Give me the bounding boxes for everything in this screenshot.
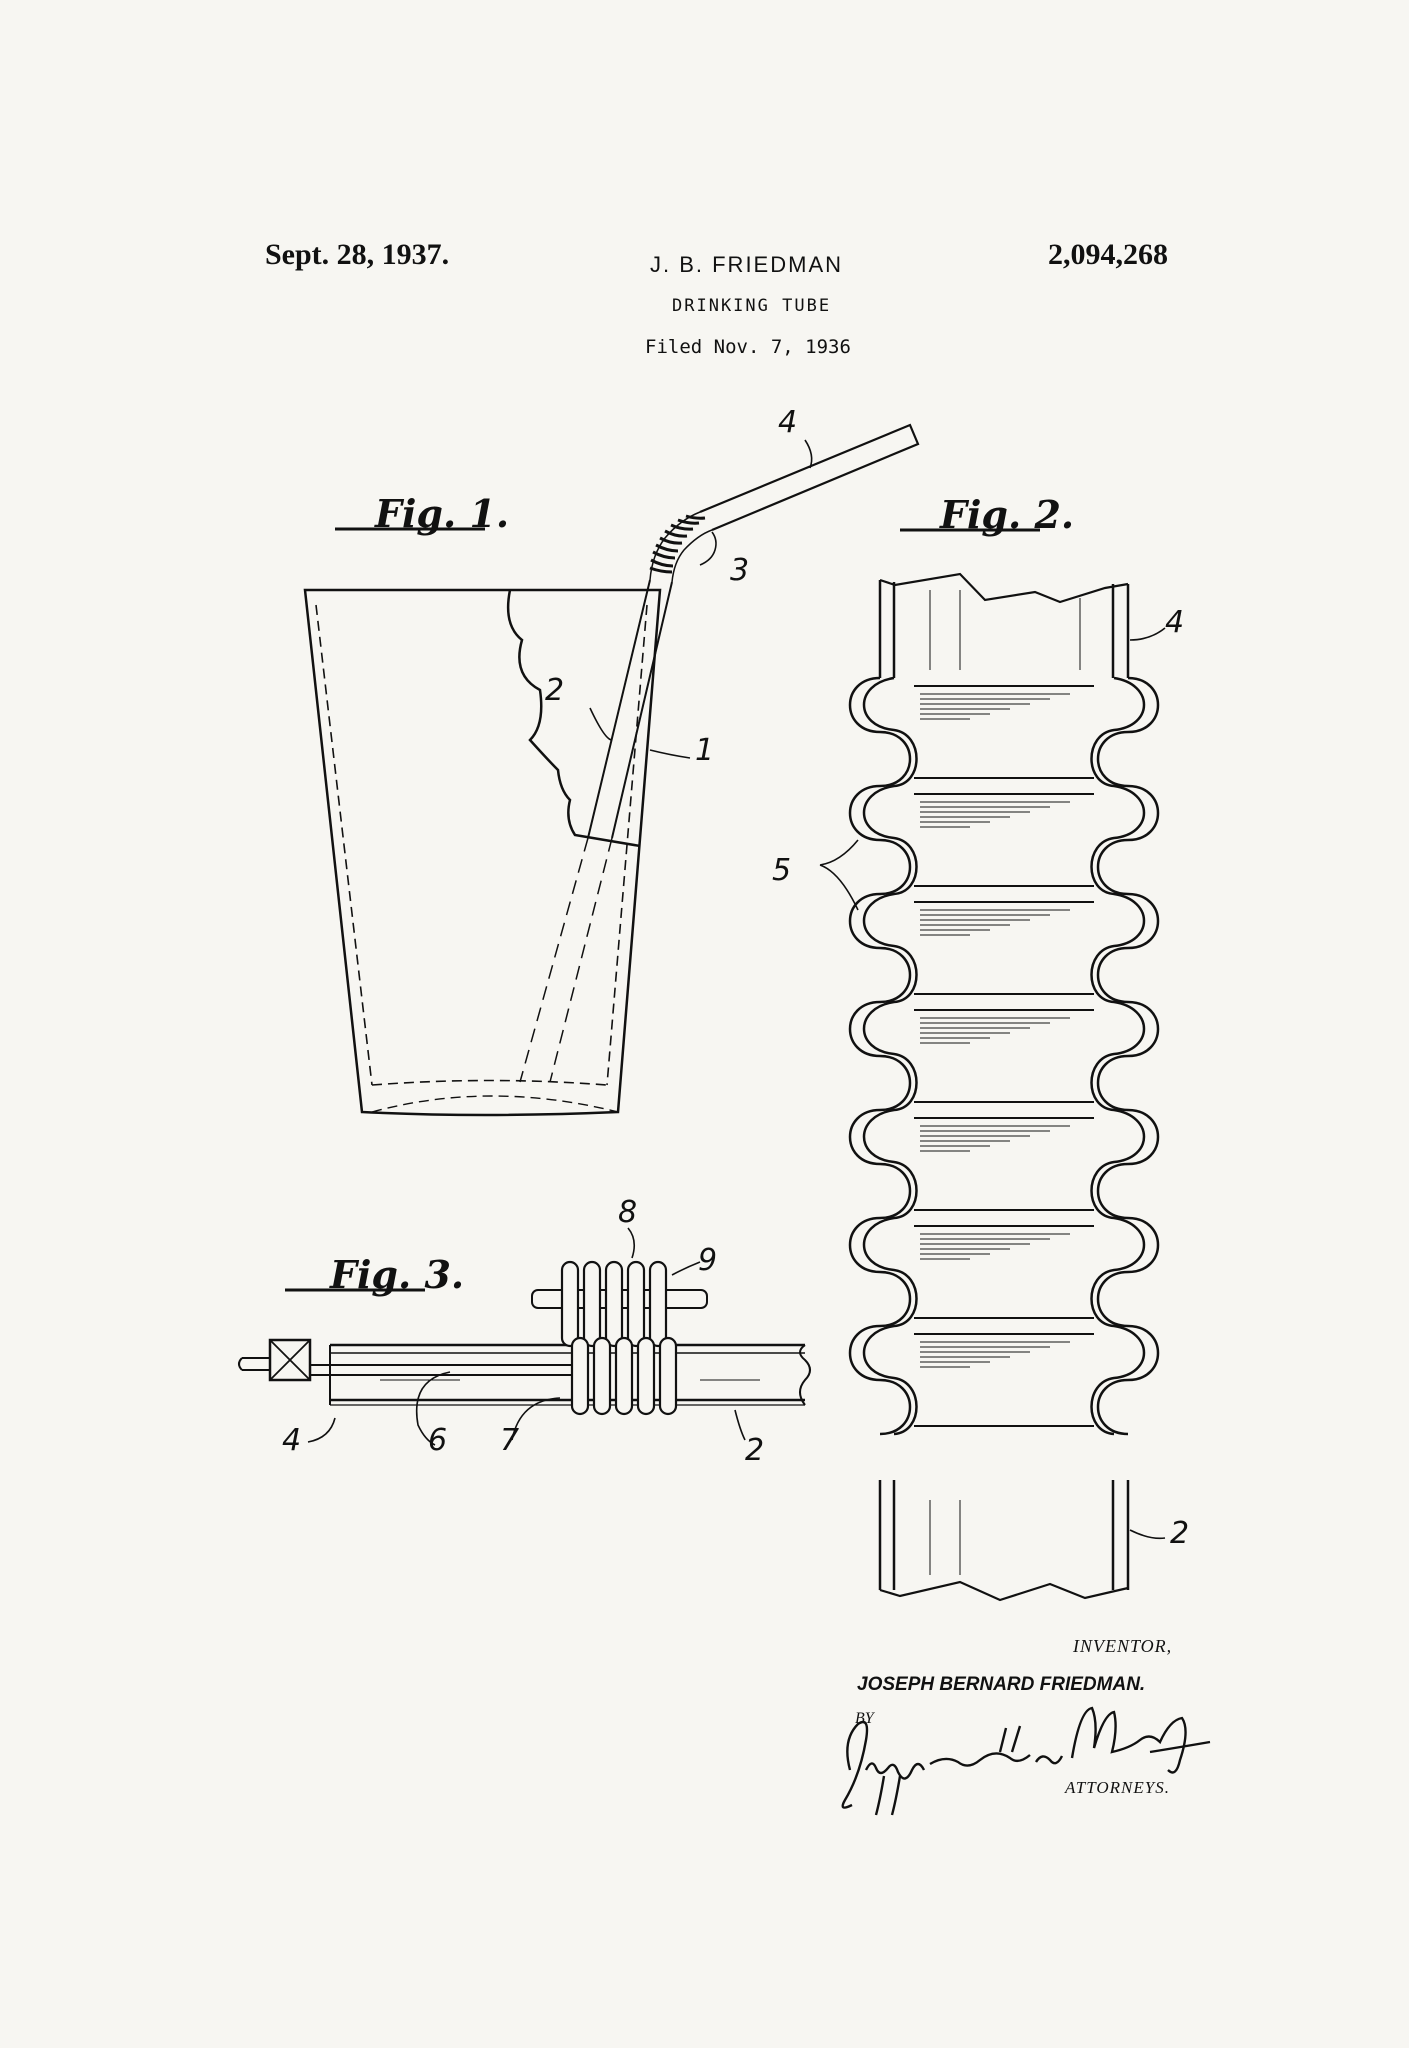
- tube-corrugation: [572, 1338, 588, 1414]
- fig1-label: Fig. 1.: [375, 491, 510, 536]
- roller-disc: [606, 1262, 622, 1346]
- roller-disc: [584, 1262, 600, 1346]
- attorneys-label: ATTORNEYS.: [1065, 1778, 1170, 1797]
- inventor-name: JOSEPH BERNARD FRIEDMAN.: [857, 1674, 1146, 1695]
- roller-disc: [562, 1262, 578, 1346]
- fig1-ref-2: 2: [545, 673, 565, 708]
- fig3-ref-2: 2: [745, 1433, 765, 1468]
- tube-corrugation: [594, 1338, 610, 1414]
- fig2-ref-5: 5: [772, 853, 792, 888]
- inventor-label: INVENTOR,: [1073, 1636, 1173, 1656]
- filed-date: Filed Nov. 7, 1936: [645, 336, 851, 358]
- roller-disc: [628, 1262, 644, 1346]
- fig3-ref-4: 4: [282, 1423, 302, 1458]
- tube-corrugation: [660, 1338, 676, 1414]
- fig1-ref-3: 3: [730, 553, 750, 588]
- figure-3: [239, 1195, 810, 1468]
- fig1-ref-1: 1: [695, 733, 715, 768]
- patent-title: DRINKING TUBE: [672, 296, 832, 316]
- figure-2: [772, 492, 1189, 1600]
- fig3-ref-6: 6: [428, 1423, 448, 1458]
- fig3-ref-7: 7: [500, 1423, 520, 1458]
- fig2-label: Fig. 2.: [940, 492, 1075, 537]
- fig2-ref-4: 4: [1165, 605, 1185, 640]
- tube-corrugation: [638, 1338, 654, 1414]
- fig3-label: Fig. 3.: [330, 1252, 465, 1297]
- corrugated-wall: [850, 678, 1158, 1434]
- figure-1: [305, 405, 918, 1115]
- tube-corrugation: [616, 1338, 632, 1414]
- fig1-ref-4: 4: [778, 405, 798, 440]
- fig3-ref-9: 9: [698, 1243, 718, 1278]
- patent-number: 2,094,268: [1048, 238, 1168, 271]
- patent-date: Sept. 28, 1937.: [265, 238, 450, 271]
- by-label: BY: [855, 1710, 874, 1727]
- forming-rollers: [562, 1262, 676, 1414]
- roller-disc: [650, 1262, 666, 1346]
- attorney-signature: [843, 1708, 1210, 1815]
- fig3-ref-8: 8: [618, 1195, 638, 1230]
- inventor-short-name: J. B. FRIEDMAN: [650, 252, 844, 277]
- fig2-ref-2: 2: [1170, 1516, 1190, 1551]
